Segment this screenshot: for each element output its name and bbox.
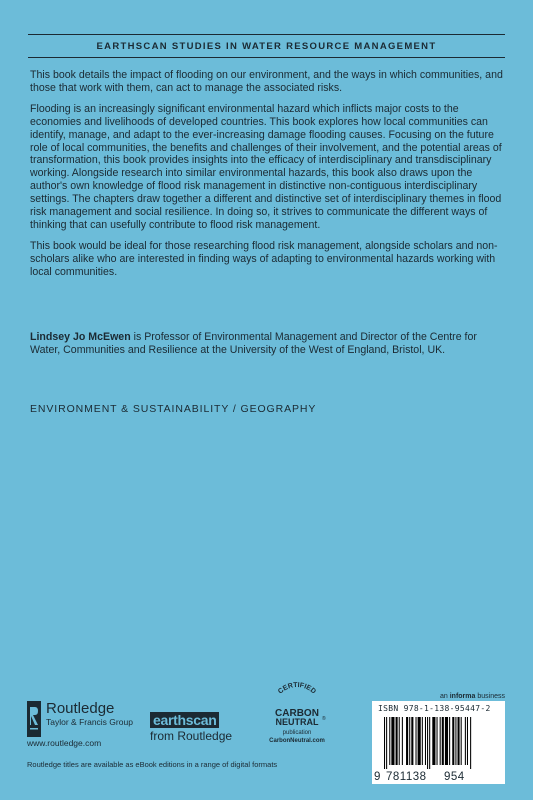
barcode-bar	[440, 717, 441, 765]
barcode-bar	[389, 717, 390, 765]
carbon-publication-label: publication	[282, 730, 312, 736]
barcode-bar	[445, 717, 448, 765]
barcode-bar	[461, 717, 462, 765]
series-banner	[28, 34, 505, 58]
publisher-url: www.routledge.com	[27, 738, 102, 748]
barcode-bar	[449, 717, 450, 765]
carbon-certified-text: CERTIFIED	[277, 681, 317, 696]
barcode-bar	[391, 717, 394, 765]
informa-brand: informa	[449, 693, 476, 700]
barcode-bar	[416, 717, 417, 765]
informa-prefix: an	[440, 693, 450, 700]
author-bio	[30, 331, 508, 357]
barcode-bar	[418, 717, 421, 765]
description-paragraph-3: This book would be ideal for those researching flood risk management, alongside scholars and non-scholars alike who are interested in finding ways of adapting to environmental hazards working with local communities.	[30, 239, 498, 278]
series-title: EARTHSCAN STUDIES IN WATER RESOURCE MANAGEMENT	[96, 40, 437, 52]
barcode-bar	[432, 717, 435, 765]
book-description	[30, 69, 508, 287]
barcode-bar	[402, 717, 403, 765]
barcode-first-digit: 9	[374, 771, 381, 783]
registered-mark: ®	[322, 716, 326, 722]
publisher-name: Routledge	[46, 700, 115, 717]
barcode-bar	[429, 717, 430, 769]
ebook-footnote: Routledge titles are available as eBook editions in a range of digital formats	[27, 760, 278, 769]
barcode-graphic	[378, 717, 500, 769]
publisher-group: Taylor & Francis Group	[46, 717, 133, 727]
carbon-word: CARBON	[275, 708, 319, 719]
barcode-bar	[470, 717, 471, 769]
informa-suffix: business	[475, 693, 505, 700]
carbon-neutral-url: CarbonNeutral.com	[269, 738, 325, 744]
barcode-bar	[406, 717, 408, 765]
barcode-bar	[386, 717, 387, 769]
barcode-bar	[411, 717, 413, 765]
barcode-group-2: 954	[444, 771, 465, 783]
routledge-logo	[27, 701, 133, 737]
description-paragraph-2: Flooding is an increasingly significant environmental hazard which inflicts major costs to the economies and livelihoods of developed countries. This book explores how local communities can identify, manage, and adapt to the ever-increasing damage flooding causes. Focusing on the future role of local communities, the benefits and challenges of their involvement, and the potential areas of transformation, this book provides insights into the efficacy of interdisciplinary and transdisciplinary working. Alongside research into similar environmental hazards, this book also draws upon the author's own knowledge of flood risk management in distinctive non-contiguous interdisciplinary settings. The chapters draw together a different and distinctive set of interdisciplinary themes in flood risk management and social resilience. In doing so, it strives to communicate the different ways of thinking that can usefully contribute to flood risk management.	[30, 102, 502, 231]
isbn-label: ISBN 978-1-138-95447-2	[378, 704, 491, 713]
barcode-bar	[465, 717, 466, 765]
barcode-bar	[422, 717, 423, 765]
barcode-bar	[425, 717, 426, 765]
barcode-bar	[384, 717, 385, 769]
barcode-bar	[409, 717, 410, 765]
barcode-bar	[396, 717, 398, 765]
subject-category: ENVIRONMENT & SUSTAINABILITY / GEOGRAPHY	[30, 403, 317, 415]
barcode-bar	[442, 717, 444, 765]
author-name: Lindsey Jo McEwen	[30, 331, 131, 343]
isbn-barcode-box	[372, 701, 505, 784]
barcode-bar	[427, 717, 428, 769]
earthscan-subtitle: from Routledge	[150, 729, 233, 743]
routledge-r-icon	[27, 701, 41, 737]
neutral-word: NEUTRAL	[275, 717, 319, 727]
carbon-neutral-caption	[262, 729, 332, 745]
author-bio-text: is Professor of Environmental Management and Director of the Centre for Water, Communities and Resilience at the University of the West of England, Bristol, UK.	[30, 331, 477, 356]
barcode-bar	[458, 717, 460, 765]
barcode-group-1: 781138	[386, 771, 427, 783]
earthscan-logo	[150, 712, 232, 743]
barcode-bar	[467, 717, 468, 765]
informa-tagline	[440, 693, 505, 700]
svg-text:CERTIFIED	[277, 682, 317, 696]
barcode-bar	[452, 717, 454, 765]
barcode-bar	[455, 717, 456, 765]
barcode-bar	[399, 717, 400, 765]
earthscan-wordmark: earthscan	[150, 712, 219, 728]
description-paragraph-1: This book details the impact of flooding on our environment, and the ways in which communities, and those that work with them, can act to manage the associated risks.	[30, 69, 503, 94]
barcode-bar	[437, 717, 438, 765]
